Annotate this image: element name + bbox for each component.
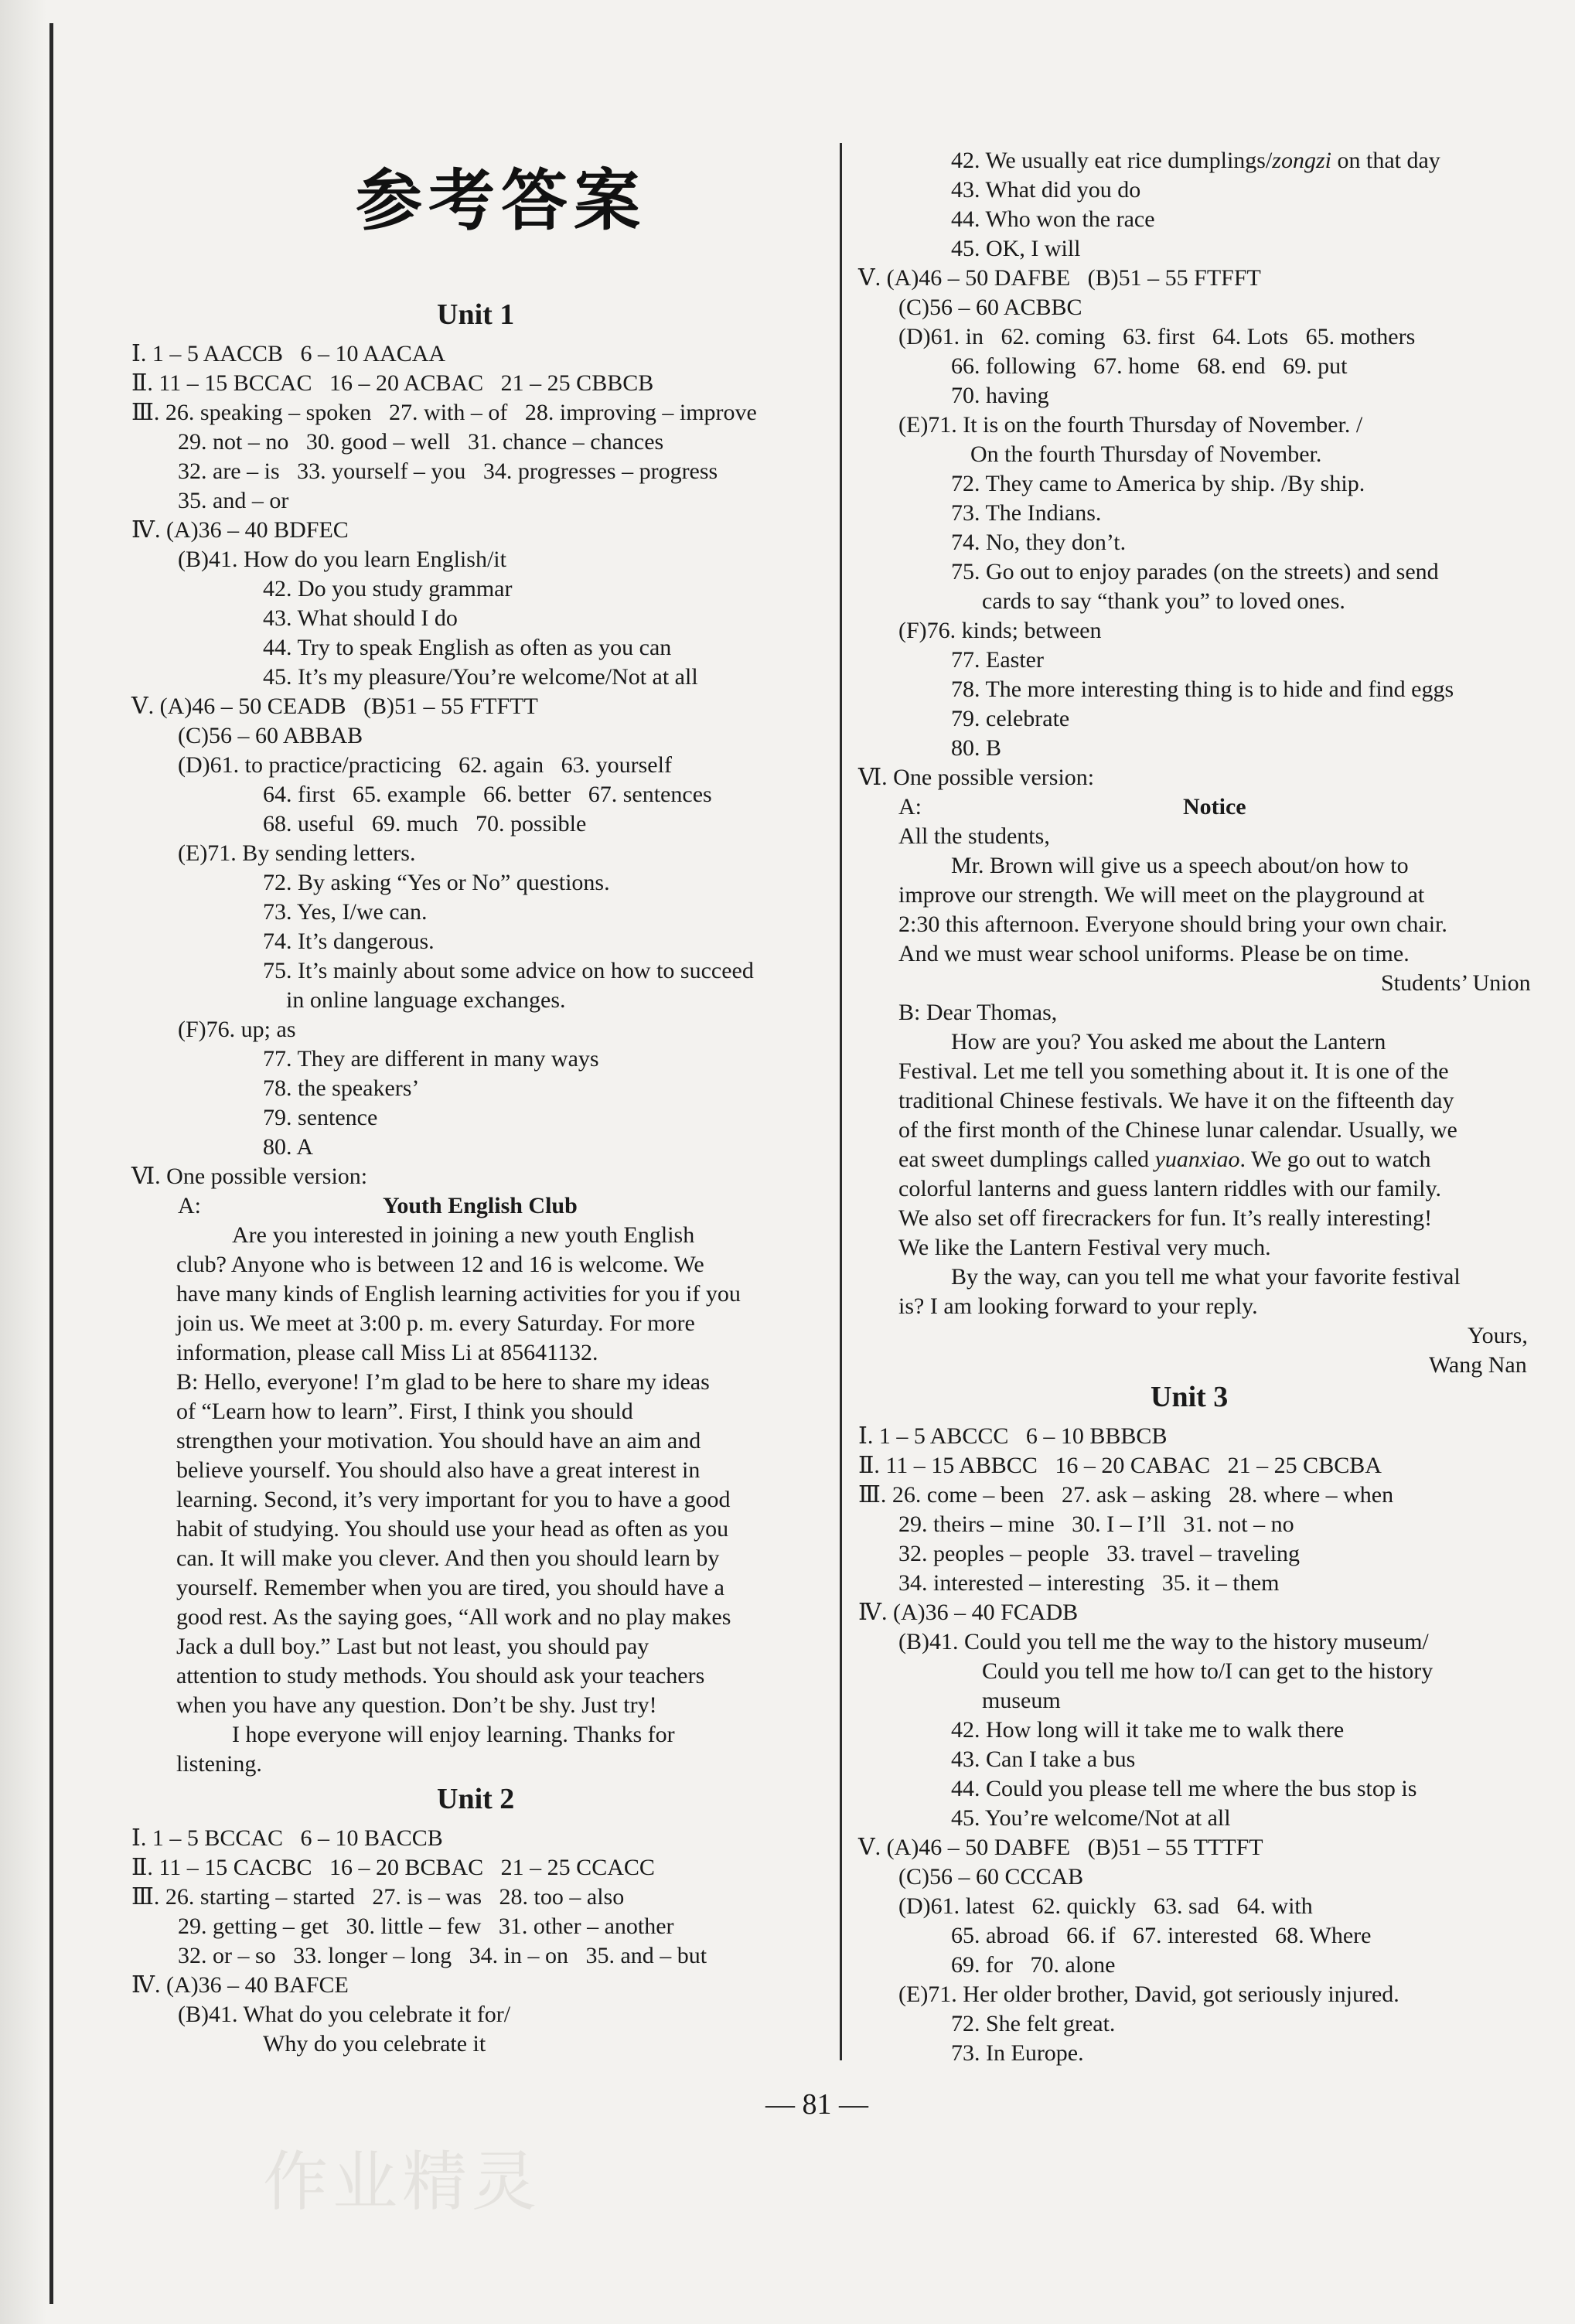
notice-line: And we must wear school uniforms. Please be on time. bbox=[898, 941, 1410, 966]
u1-line: 43. What should I do bbox=[263, 605, 458, 631]
unit3-heading: Unit 3 bbox=[1151, 1381, 1229, 1413]
u2-line: 77. Easter bbox=[951, 647, 1044, 673]
u2-line: Ⅲ. 26. starting – started 27. is – was 28. too – also bbox=[131, 1884, 625, 1910]
essay-line: habit of studying. You should use your head as often as you bbox=[176, 1516, 729, 1542]
notice-line: All the students, bbox=[898, 823, 1050, 849]
u2-line: 73. The Indians. bbox=[951, 500, 1102, 526]
column-divider bbox=[840, 143, 842, 2060]
u1-line: (F)76. up; as bbox=[178, 1017, 296, 1042]
u2-line: (F)76. kinds; between bbox=[898, 618, 1102, 643]
u2-line: (E)71. It is on the fourth Thursday of November. / bbox=[898, 412, 1363, 438]
u2-line: (C)56 – 60 ACBBC bbox=[898, 295, 1082, 320]
u1-line: 32. are – is 33. yourself – you 34. progresses – progress bbox=[178, 458, 718, 484]
u3-line: 29. theirs – mine 30. I – I’ll 31. not – no bbox=[898, 1511, 1294, 1537]
u1-line: 74. It’s dangerous. bbox=[263, 929, 435, 954]
notice-title: Notice bbox=[1183, 794, 1246, 820]
u3-line: 32. peoples – people 33. travel – traveling bbox=[898, 1541, 1301, 1566]
u2-line: Ⅵ. One possible version: bbox=[858, 765, 1095, 790]
essay-line: attention to study methods. You should ask your teachers bbox=[176, 1663, 705, 1688]
u3-line: (E)71. Her older brother, David, got seriously injured. bbox=[898, 1982, 1399, 2007]
u1-line: 29. not – no 30. good – well 31. chance – chances bbox=[178, 429, 664, 455]
essay-line: Are you interested in joining a new youth English bbox=[232, 1222, 695, 1248]
essay-line: believe yourself. You should also have a great interest in bbox=[176, 1457, 701, 1483]
essay-line: good rest. As the saying goes, “All work and no play makes bbox=[176, 1604, 731, 1630]
essay-line: listening. bbox=[176, 1751, 262, 1777]
u3-line: 42. How long will it take me to walk there bbox=[951, 1717, 1345, 1743]
u3-line: Ⅲ. 26. come – been 27. ask – asking 28. where – when bbox=[858, 1482, 1394, 1508]
u1-line: Ⅰ. 1 – 5 AACCB 6 – 10 AACAA bbox=[131, 341, 446, 366]
page-title: 参考答案 bbox=[356, 162, 646, 240]
u2-line: Ⅳ. (A)36 – 40 BAFCE bbox=[131, 1972, 349, 1998]
letter-line: Wang Nan bbox=[1429, 1352, 1527, 1378]
u3-line: 72. She felt great. bbox=[951, 2011, 1116, 2036]
u1-line: A: bbox=[178, 1193, 201, 1218]
u2-line: 43. What did you do bbox=[951, 177, 1141, 203]
u1-line: 64. first 65. example 66. better 67. sentences bbox=[263, 782, 712, 807]
u1-line: in online language exchanges. bbox=[286, 987, 566, 1013]
notice-line: improve our strength. We will meet on the playground at bbox=[898, 882, 1425, 908]
letter-line: We also set off firecrackers for fun. It’s really interesting! bbox=[898, 1205, 1433, 1231]
u3-line: Could you tell me how to/I can get to the history bbox=[982, 1658, 1434, 1684]
u2-line: (B)41. What do you celebrate it for/ bbox=[178, 2002, 511, 2027]
page-number: — 81 — bbox=[765, 2088, 868, 2121]
essay-line: B: Hello, everyone! I’m glad to be here to share my ideas bbox=[176, 1369, 710, 1395]
u2-line: Ⅰ. 1 – 5 BCCAC 6 – 10 BACCB bbox=[131, 1825, 443, 1851]
letter-line: colorful lanterns and guess lantern riddles with our family. bbox=[898, 1176, 1442, 1201]
u2-line: 66. following 67. home 68. end 69. put bbox=[951, 353, 1348, 379]
u1-line: 45. It’s my pleasure/You’re welcome/Not at all bbox=[263, 664, 698, 690]
u1-line: Ⅲ. 26. speaking – spoken 27. with – of 28. improving – improve bbox=[131, 400, 757, 425]
u2-line: 72. They came to America by ship. /By ship. bbox=[951, 471, 1365, 496]
u3-line: 69. for 70. alone bbox=[951, 1952, 1116, 1978]
essay-line: can. It will make you clever. And then you should learn by bbox=[176, 1545, 720, 1571]
u1-line: 75. It’s mainly about some advice on how to succeed bbox=[263, 958, 754, 983]
letter-line: is? I am looking forward to your reply. bbox=[898, 1293, 1258, 1319]
letter-line: Festival. Let me tell you something about it. It is one of the bbox=[898, 1058, 1449, 1084]
u3-line: (D)61. latest 62. quickly 63. sad 64. with bbox=[898, 1893, 1313, 1919]
u2-line: cards to say “thank you” to loved ones. bbox=[982, 588, 1345, 614]
notice-line: Students’ Union bbox=[1381, 970, 1531, 996]
u2-line: 70. having bbox=[951, 383, 1049, 408]
essay-line: strengthen your motivation. You should have an aim and bbox=[176, 1428, 701, 1453]
u1-line: 80. A bbox=[263, 1134, 314, 1160]
essay-line: information, please call Miss Li at 85641132. bbox=[176, 1340, 598, 1365]
u1-line: 77. They are different in many ways bbox=[263, 1046, 599, 1072]
u1-line: 79. sentence bbox=[263, 1105, 378, 1130]
u1-line: 44. Try to speak English as often as you can bbox=[263, 635, 672, 660]
binding-line bbox=[49, 23, 53, 2304]
notice-line: 2:30 this afternoon. Everyone should bring your own chair. bbox=[898, 912, 1447, 937]
u3-line: (C)56 – 60 CCCAB bbox=[898, 1864, 1084, 1890]
essay-line: I hope everyone will enjoy learning. Thanks for bbox=[232, 1722, 675, 1747]
u3-line: Ⅴ. (A)46 – 50 DABFE (B)51 – 55 TTTFT bbox=[858, 1835, 1263, 1860]
letter-line: We like the Lantern Festival very much. bbox=[898, 1235, 1271, 1260]
letter-line: eat sweet dumplings called yuanxiao. We go out to watch bbox=[898, 1147, 1431, 1172]
u2-line: 32. or – so 33. longer – long 34. in – on 35. and – but bbox=[178, 1943, 707, 1968]
unit2-heading: Unit 2 bbox=[437, 1783, 515, 1815]
notice-line: Mr. Brown will give us a speech about/on how to bbox=[951, 853, 1409, 878]
u2-line: Ⅱ. 11 – 15 CACBC 16 – 20 BCBAC 21 – 25 CCACC bbox=[131, 1855, 655, 1880]
u1-line: 78. the speakers’ bbox=[263, 1075, 420, 1101]
u2-line: 80. B bbox=[951, 735, 1002, 761]
u2-line: 45. OK, I will bbox=[951, 236, 1081, 261]
u1-line: 35. and – or bbox=[178, 488, 289, 513]
watermark: 作业精灵 bbox=[263, 2144, 542, 2220]
u2-line: Why do you celebrate it bbox=[263, 2031, 486, 2057]
u2-line: 74. No, they don’t. bbox=[951, 530, 1127, 555]
u2-line: 42. We usually eat rice dumplings/zongzi on that day bbox=[951, 148, 1440, 173]
u1-line: Ⅴ. (A)46 – 50 CEADB (B)51 – 55 FTFTT bbox=[131, 693, 538, 719]
scan-edge bbox=[0, 0, 46, 2324]
u3-line: Ⅰ. 1 – 5 ABCCC 6 – 10 BBBCB bbox=[858, 1423, 1168, 1449]
essay-line: join us. We meet at 3:00 p. m. every Saturday. For more bbox=[176, 1310, 695, 1336]
u2-line: 79. celebrate bbox=[951, 706, 1070, 731]
u1-line: (B)41. How do you learn English/it bbox=[178, 547, 506, 572]
u3-line: Ⅳ. (A)36 – 40 FCADB bbox=[858, 1600, 1079, 1625]
essay-line: when you have any question. Don’t be shy. Just try! bbox=[176, 1692, 657, 1718]
u3-line: 73. In Europe. bbox=[951, 2040, 1084, 2066]
essay-line: club? Anyone who is between 12 and 16 is welcome. We bbox=[176, 1252, 704, 1277]
u1-line: 42. Do you study grammar bbox=[263, 576, 513, 601]
u2-line: A: bbox=[898, 794, 922, 820]
u2-line: (D)61. in 62. coming 63. first 64. Lots 65. mothers bbox=[898, 324, 1416, 349]
u3-line: 34. interested – interesting 35. it – them bbox=[898, 1570, 1280, 1596]
u3-line: 43. Can I take a bus bbox=[951, 1746, 1136, 1772]
u3-line: Ⅱ. 11 – 15 ABBCC 16 – 20 CABAC 21 – 25 CBCBA bbox=[858, 1453, 1382, 1478]
unit1-heading: Unit 1 bbox=[437, 298, 515, 331]
u1-line: (C)56 – 60 ABBAB bbox=[178, 723, 363, 748]
u1-line: (E)71. By sending letters. bbox=[178, 840, 416, 866]
letter-line: Yours, bbox=[1468, 1323, 1528, 1348]
u1-line: 72. By asking “Yes or No” questions. bbox=[263, 870, 610, 895]
u3-line: museum bbox=[982, 1688, 1061, 1713]
u3-line: 44. Could you please tell me where the bus stop is bbox=[951, 1776, 1417, 1801]
u2-line: Ⅴ. (A)46 – 50 DAFBE (B)51 – 55 FTFFT bbox=[858, 265, 1261, 291]
u1-line: Ⅱ. 11 – 15 BCCAC 16 – 20 ACBAC 21 – 25 CBBCB bbox=[131, 370, 654, 396]
u2-line: 29. getting – get 30. little – few 31. other – another bbox=[178, 1913, 674, 1939]
letter-line: By the way, can you tell me what your favorite festival bbox=[951, 1264, 1461, 1290]
u1-line: 68. useful 69. much 70. possible bbox=[263, 811, 587, 837]
u1-line: Ⅵ. One possible version: bbox=[131, 1164, 368, 1189]
letter-line: How are you? You asked me about the Lantern bbox=[951, 1029, 1386, 1055]
u3-line: 45. You’re welcome/Not at all bbox=[951, 1805, 1231, 1831]
u1-line: 73. Yes, I/we can. bbox=[263, 899, 428, 925]
letter-line: B: Dear Thomas, bbox=[898, 1000, 1058, 1025]
essay-line: yourself. Remember when you are tired, you should have a bbox=[176, 1575, 724, 1600]
essay-line: of “Learn how to learn”. First, I think you should bbox=[176, 1399, 633, 1424]
letter-line: traditional Chinese festivals. We have it on the fifteenth day bbox=[898, 1088, 1454, 1113]
u3-line: (B)41. Could you tell me the way to the history museum/ bbox=[898, 1629, 1429, 1654]
essay-line: learning. Second, it’s very important for you to have a good bbox=[176, 1487, 731, 1512]
essay-line: Jack a dull boy.” Last but not least, you should pay bbox=[176, 1634, 649, 1659]
u2-line: 44. Who won the race bbox=[951, 206, 1155, 232]
essay-title: Youth English Club bbox=[383, 1193, 578, 1218]
u1-line: Ⅳ. (A)36 – 40 BDFEC bbox=[131, 517, 349, 543]
essay-line: have many kinds of English learning activities for you if you bbox=[176, 1281, 741, 1307]
u2-line: On the fourth Thursday of November. bbox=[970, 441, 1322, 467]
u3-line: 65. abroad 66. if 67. interested 68. Where bbox=[951, 1923, 1372, 1948]
letter-line: of the first month of the Chinese lunar calendar. Usually, we bbox=[898, 1117, 1457, 1143]
u1-line: (D)61. to practice/practicing 62. again 63. yourself bbox=[178, 752, 672, 778]
u2-line: 75. Go out to enjoy parades (on the streets) and send bbox=[951, 559, 1439, 584]
u2-line: 78. The more interesting thing is to hide and find eggs bbox=[951, 676, 1454, 702]
